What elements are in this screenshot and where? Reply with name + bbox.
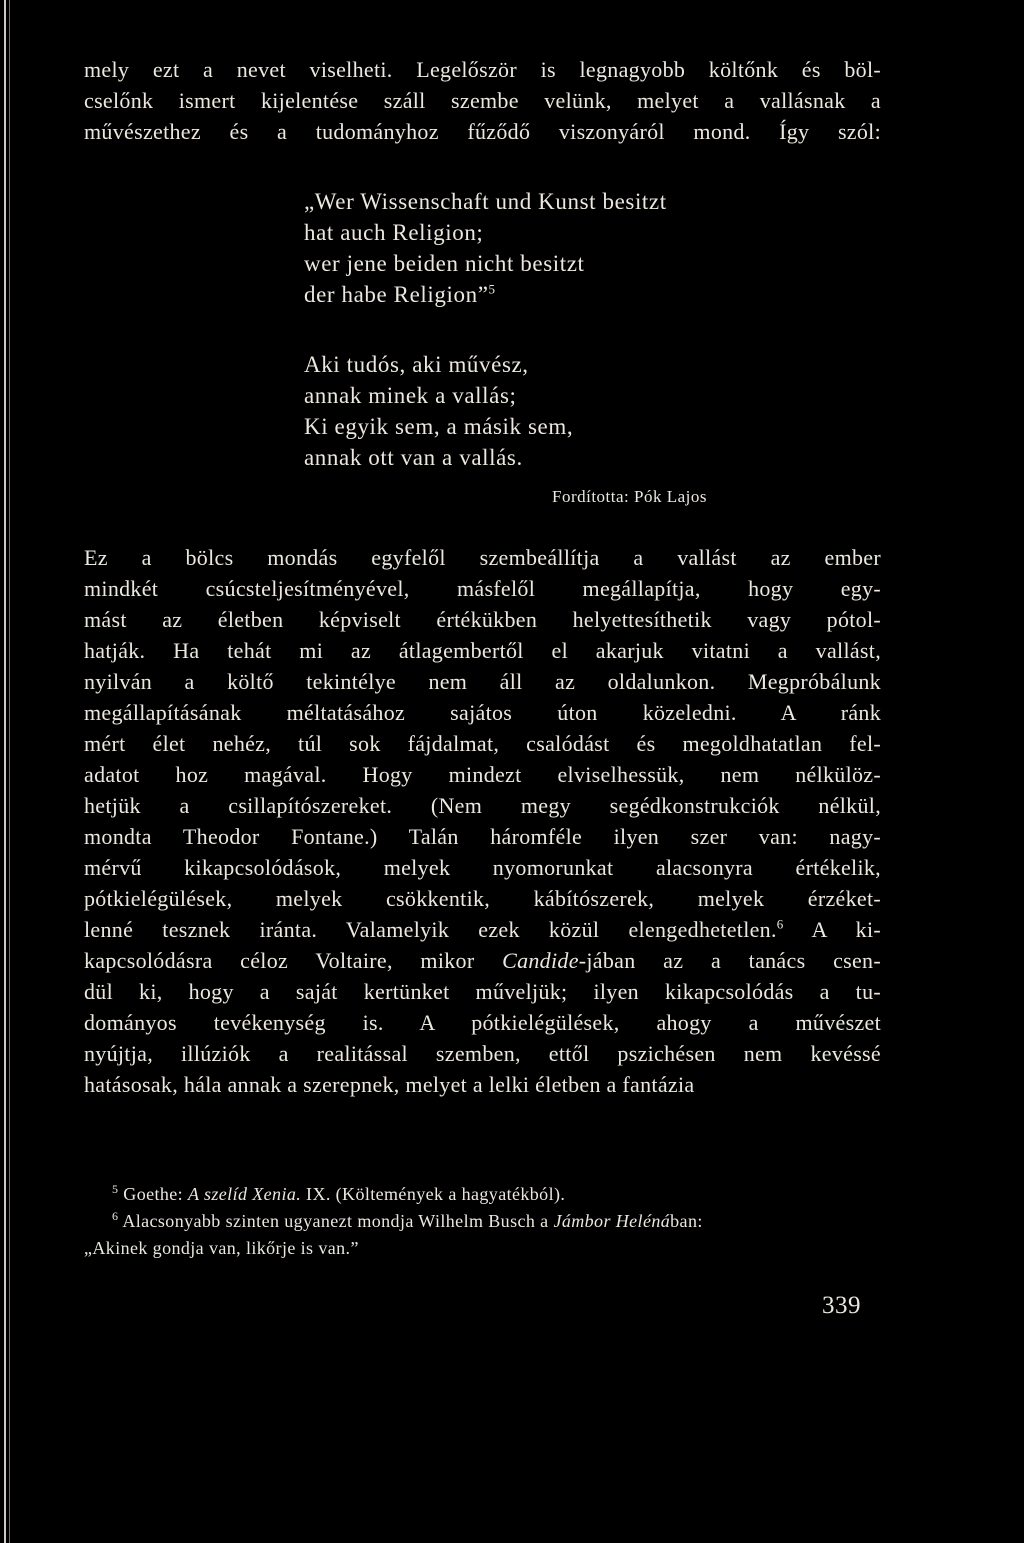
body-line-14-text: kapcsolódásra céloz Voltaire, mikor bbox=[84, 948, 503, 973]
body-line-15: dül ki, hogy a saját kertünket műveljük; ilyen kikapcsolódás a tu- bbox=[84, 979, 881, 1004]
footnote-5 bbox=[84, 1181, 884, 1208]
body-line-2: mindkét csúcsteljesítményével, másfelől megállapítja, hogy egy- bbox=[84, 576, 881, 601]
body-line-10: mondta Theodor Fontane.) Talán háromféle ilyen szer van: nagy- bbox=[84, 824, 881, 849]
poem-german-line-3: wer jene beiden nicht besitzt bbox=[304, 251, 585, 276]
body-line-5: nyilván a költő tekintélye nem áll az oldalunkon. Megpróbálunk bbox=[84, 669, 881, 694]
poem-german bbox=[304, 186, 667, 310]
body-line-13-text: lenné tesznek iránta. Valamelyik ezek közül elengedhetetlen. bbox=[84, 917, 777, 942]
poem-hungarian-line-2: annak minek a vallás; bbox=[304, 383, 517, 408]
intro-line-2: cselőnk ismert kijelentése száll szembe velünk, melyet a vallásnak a bbox=[84, 88, 881, 113]
footnote-5-text-a: Goethe: bbox=[118, 1184, 188, 1204]
body-paragraph bbox=[84, 542, 881, 1100]
footnote-5-mark: 5 bbox=[112, 1182, 119, 1196]
poem-german-line-2: hat auch Religion; bbox=[304, 220, 484, 245]
body-line-18: hatásosak, hála annak a szerepnek, melyet a lelki életben a fantázia bbox=[84, 1072, 695, 1097]
footnote-6-line-2: „Akinek gondja van, likőrje is van.” bbox=[84, 1238, 359, 1258]
poem-hungarian-line-1: Aki tudós, aki művész, bbox=[304, 352, 529, 377]
body-line-6: megállapításának méltatásához sajátos úton közeledni. A ránk bbox=[84, 700, 881, 725]
body-line-12: pótkielégülések, melyek csökkentik, kábítószerek, melyek érzéket- bbox=[84, 886, 881, 911]
footnote-5-text-b: IX. (Költemények a hagyatékból). bbox=[301, 1184, 566, 1204]
body-line-13-tail: A ki- bbox=[783, 917, 881, 942]
poem-german-line-1: „Wer Wissenschaft und Kunst besitzt bbox=[304, 189, 667, 214]
intro-paragraph bbox=[84, 54, 881, 147]
poem-hungarian-line-3: Ki egyik sem, a másik sem, bbox=[304, 414, 574, 439]
body-line-9: hetjük a csillapítószereket. (Nem megy segédkonstrukciók nélkül, bbox=[84, 793, 881, 818]
body-line-7: mért élet nehéz, túl sok fájdalmat, csalódást és megoldhatatlan fel- bbox=[84, 731, 881, 756]
body-line-8: adatot hoz magával. Hogy mindezt elviselhessük, nem nélkülöz- bbox=[84, 762, 881, 787]
body-line-16: dományos tevékenység is. A pótkielégülések, ahogy a művészet bbox=[84, 1010, 881, 1035]
body-line-4: hatják. Ha tehát mi az átlagembertől el akarjuk vitatni a vallást, bbox=[84, 638, 881, 663]
footnote-ref-6: 6 bbox=[776, 916, 784, 932]
footnote-6-title-tail: á bbox=[660, 1211, 671, 1231]
intro-line-3: művészethez és a tudományhoz fűződő viszonyáról mond. Így szól: bbox=[84, 119, 881, 144]
body-line-14-tail: -jában az a tanács csen- bbox=[578, 948, 881, 973]
body-line-1: Ez a bölcs mondás egyfelől szembeállítja a vallást az ember bbox=[84, 545, 881, 570]
candide-title: Candide bbox=[502, 948, 579, 973]
footnote-5-title: A szelíd Xenia. bbox=[188, 1184, 302, 1204]
poem-hungarian-line-4: annak ott van a vallás. bbox=[304, 445, 523, 470]
footnote-6-text-a: Alacsonyabb szinten ugyanezt mondja Wilhelm Busch a bbox=[118, 1211, 554, 1231]
translator-credit: Fordította: Pók Lajos bbox=[552, 487, 707, 506]
footnote-ref-5: 5 bbox=[488, 281, 496, 297]
footnote-6-mark: 6 bbox=[112, 1209, 119, 1223]
poem-german-line-4-text: der habe Religion” bbox=[304, 282, 489, 307]
footnote-6-text-b: ban: bbox=[670, 1211, 703, 1231]
body-line-11: mérvű kikapcsolódások, melyek nyomorunkat alacsonyra értékelik, bbox=[84, 855, 881, 880]
body-line-13 bbox=[84, 914, 881, 945]
poem-hungarian bbox=[304, 349, 573, 473]
body-line-3: mást az életben képviselt értékükben helyettesíthetik vagy pótol- bbox=[84, 607, 881, 632]
footnotes bbox=[84, 1181, 884, 1262]
body-line-17: nyújtja, illúziók a realitással szemben, ettől pszichésen nem kevéssé bbox=[84, 1041, 881, 1066]
footnote-6 bbox=[84, 1208, 884, 1235]
poem-german-line-4 bbox=[304, 279, 667, 310]
intro-line-1: mely ezt a nevet viselheti. Legelőször is legnagyobb költőnk és böl- bbox=[84, 57, 881, 82]
page-number: 339 bbox=[822, 1292, 861, 1319]
footnote-6-title: Jámbor Helén bbox=[553, 1211, 661, 1231]
body-line-14 bbox=[84, 945, 881, 976]
